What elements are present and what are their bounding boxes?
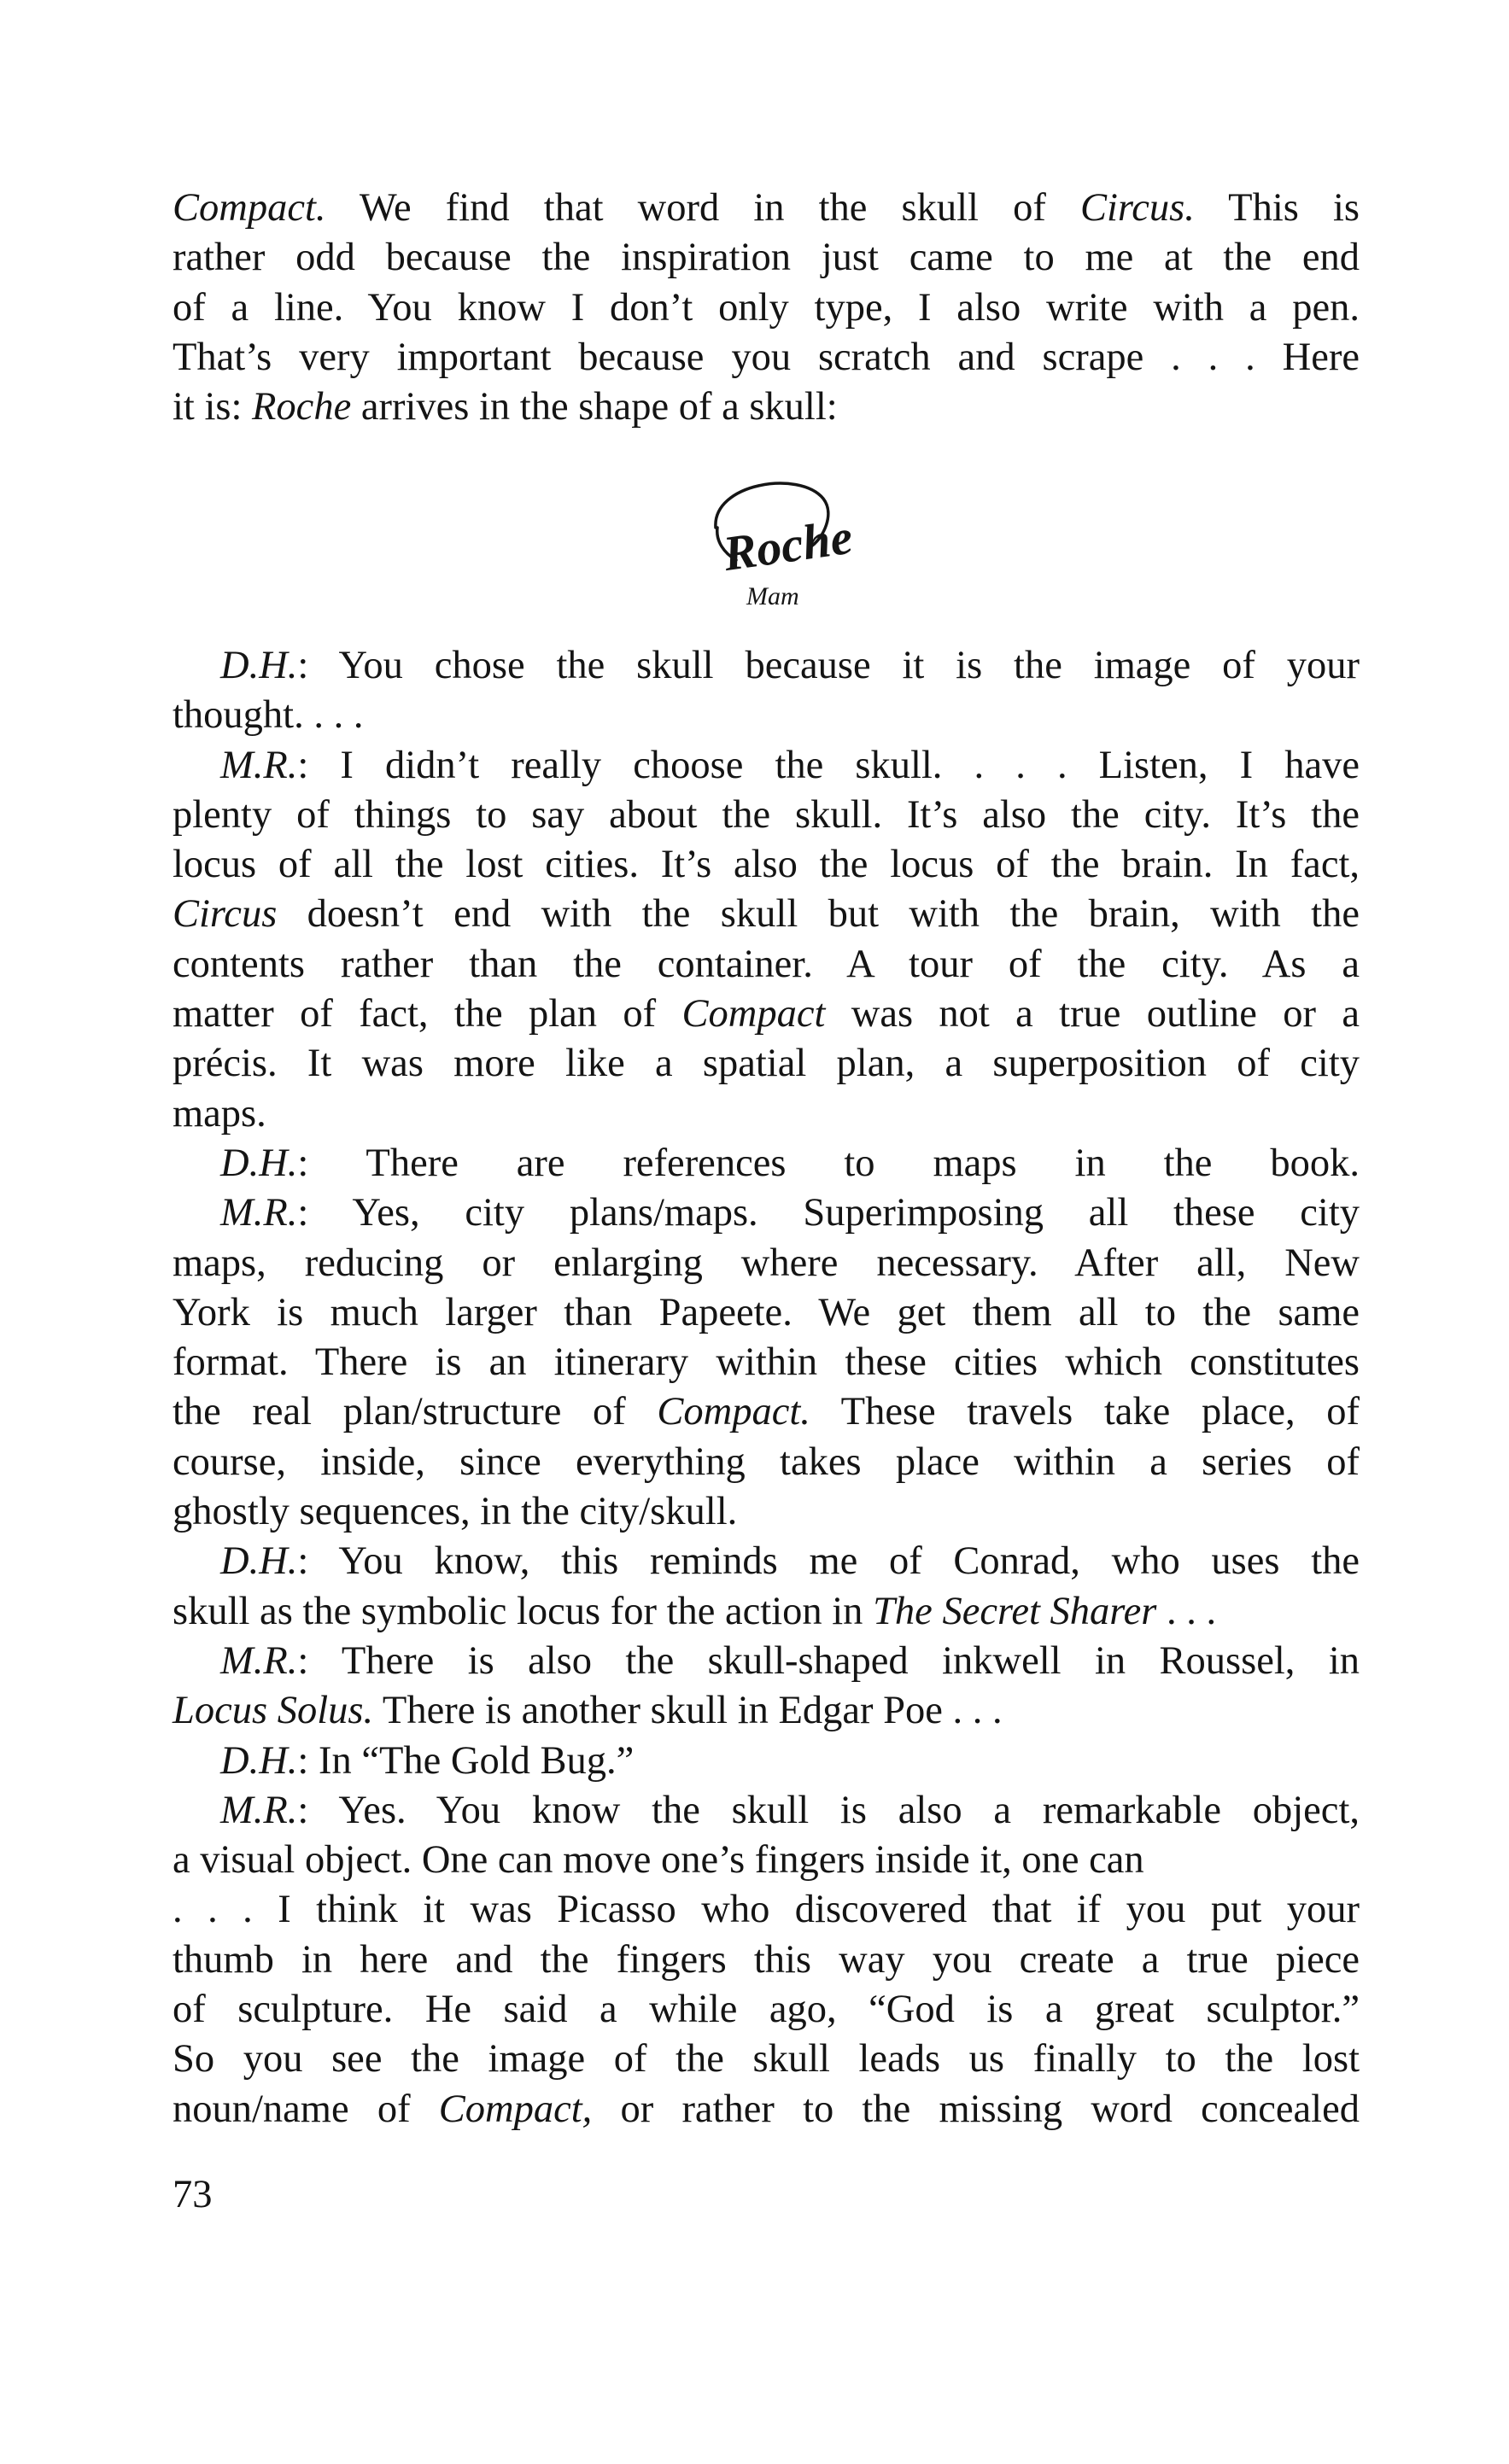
italic-phrase: Compact, bbox=[438, 2087, 593, 2131]
text-run: maps. bbox=[173, 1091, 266, 1136]
italic-phrase: M.R. bbox=[220, 1788, 298, 1832]
italic-phrase: D.H. bbox=[220, 1141, 298, 1185]
speaker-line bbox=[173, 1537, 1360, 1586]
text-line bbox=[173, 791, 1360, 840]
italic-phrase: Circus. bbox=[1079, 186, 1195, 230]
figure-caption-main: Roche bbox=[720, 508, 851, 582]
italic-phrase: Compact. bbox=[173, 186, 326, 230]
text-run: : In “The Gold Bug.” bbox=[297, 1738, 635, 1783]
italic-phrase: Circus bbox=[173, 892, 278, 937]
text-run: : There is also the skull-shaped inkwell in Roussel, in bbox=[297, 1638, 1360, 1683]
text-run: : There are references to maps in the book. bbox=[297, 1141, 1360, 1185]
figure-caption-sub: Mam bbox=[746, 582, 799, 610]
text-run: of sculpture. He said a while ago, “God is a great sculptor.” bbox=[173, 1988, 1360, 2032]
italic-phrase: Compact. bbox=[657, 1390, 810, 1434]
text-line bbox=[173, 1039, 1360, 1089]
text-line bbox=[173, 890, 1360, 939]
speaker-line bbox=[173, 1188, 1360, 1238]
text-line bbox=[173, 1239, 1360, 1288]
text-run: was not a true outline or a bbox=[825, 992, 1360, 1036]
text-run: : Yes, city plans/maps. Superimposing all these city bbox=[297, 1191, 1360, 1235]
text-run: : I didn’t really choose the skull. . . . Listen, I have bbox=[297, 743, 1360, 787]
text-run: skull as the symbolic locus for the action in bbox=[173, 1589, 874, 1633]
text-run: ghostly sequences, in the city/skull. bbox=[173, 1490, 738, 1534]
text-run: maps, reducing or enlarging where necessary. After all, New bbox=[173, 1241, 1360, 1285]
text-run: plenty of things to say about the skull. It’s also the city. It’s the bbox=[173, 792, 1360, 837]
text-run: York is much larger than Papeete. We get them all to the same bbox=[173, 1290, 1360, 1334]
speaker-line bbox=[173, 1737, 1360, 1786]
text-run: thumb in here and the fingers this way you create a true piece bbox=[173, 1937, 1360, 1982]
text-run: it is: bbox=[173, 385, 253, 429]
text-run: a visual object. One can move one’s fingers inside it, one can bbox=[173, 1838, 1144, 1883]
text-run: matter of fact, the plan of bbox=[173, 992, 682, 1036]
italic-phrase: M.R. bbox=[220, 1638, 298, 1683]
italic-phrase: D.H. bbox=[220, 1738, 298, 1783]
italic-phrase: M.R. bbox=[220, 1191, 298, 1235]
text-run: This is bbox=[1194, 186, 1360, 230]
text-run: locus of all the lost cities. It’s also the locus of the brain. In fact, bbox=[173, 843, 1360, 887]
italic-phrase: M.R. bbox=[220, 743, 298, 787]
text-run: rather odd because the inspiration just came to me at the end bbox=[173, 236, 1360, 280]
text-line bbox=[173, 1885, 1360, 1935]
italic-phrase: Locus Solus. bbox=[173, 1689, 374, 1733]
text-run: We find that word in the skull of bbox=[325, 186, 1080, 230]
text-line bbox=[173, 691, 1360, 740]
text-line bbox=[173, 1387, 1360, 1437]
text-run: There is another skull in Edgar Poe . . . bbox=[373, 1689, 1003, 1733]
skull-drawing bbox=[699, 468, 851, 620]
text-line bbox=[173, 233, 1360, 283]
text-run: arrives in the shape of a skull: bbox=[351, 385, 838, 429]
text-run: thought. . . . bbox=[173, 693, 364, 738]
italic-phrase: The Secret Sharer bbox=[873, 1589, 1157, 1633]
text-line bbox=[173, 1836, 1360, 1885]
text-line bbox=[173, 1338, 1360, 1387]
text-line bbox=[173, 840, 1360, 890]
text-line bbox=[173, 1438, 1360, 1487]
text-run: format. There is an itinerary within these cities which constitutes bbox=[173, 1340, 1360, 1385]
text-run: or rather to the missing word concealed bbox=[592, 2087, 1360, 2131]
speaker-line bbox=[173, 1786, 1360, 1836]
text-run: noun/name of bbox=[173, 2087, 439, 2131]
speaker-line bbox=[173, 1139, 1360, 1188]
text-line bbox=[173, 283, 1360, 333]
text-run: : Yes. You know the skull is also a remarkable object, bbox=[297, 1788, 1360, 1832]
text-line bbox=[173, 2035, 1360, 2084]
text-run: précis. It was more like a spatial plan, a superposition of city bbox=[173, 1042, 1360, 1086]
text-line bbox=[173, 1288, 1360, 1338]
page-number: 73 bbox=[173, 2173, 213, 2216]
text-line bbox=[173, 1936, 1360, 1985]
text-run: : You chose the skull because it is the image of your bbox=[297, 644, 1360, 687]
text-run: : You know, this reminds me of Conrad, who uses the bbox=[297, 1539, 1360, 1584]
speaker-line bbox=[173, 641, 1360, 691]
italic-phrase: Compact bbox=[681, 992, 826, 1036]
text-run: . . . I think it was Picasso who discovered that if you put your bbox=[173, 1888, 1360, 1932]
interview-transcript bbox=[173, 641, 1360, 2134]
text-line bbox=[173, 1487, 1360, 1537]
text-run: These travels take place, of bbox=[810, 1390, 1360, 1434]
text-run: contents rather than the container. A tour of the city. As a bbox=[173, 942, 1360, 986]
paragraph-opening bbox=[173, 184, 1360, 432]
text-line bbox=[173, 184, 1360, 233]
text-run: doesn’t end with the skull but with the brain, with the bbox=[277, 892, 1360, 937]
text-run: . . . bbox=[1156, 1589, 1217, 1633]
text-run: of a line. You know I don’t only type, I also write with a pen. bbox=[173, 285, 1360, 330]
text-run: the real plan/structure of bbox=[173, 1390, 658, 1434]
text-line bbox=[173, 382, 1360, 432]
text-run: course, inside, since everything takes place within a series of bbox=[173, 1439, 1360, 1484]
text-line bbox=[173, 2085, 1360, 2134]
italic-phrase: D.H. bbox=[220, 1539, 298, 1584]
text-line bbox=[173, 333, 1360, 382]
text-line bbox=[173, 990, 1360, 1039]
italic-phrase: D.H. bbox=[220, 644, 298, 687]
text-line bbox=[173, 1089, 1360, 1139]
text-run: That’s very important because you scratch and scrape . . . Here bbox=[173, 335, 1360, 379]
italic-phrase: Roche bbox=[252, 385, 352, 429]
text-line bbox=[173, 1686, 1360, 1736]
speaker-line bbox=[173, 1637, 1360, 1686]
text-line bbox=[173, 940, 1360, 990]
text-line bbox=[173, 1587, 1360, 1637]
speaker-line bbox=[173, 741, 1360, 791]
text-line bbox=[173, 1985, 1360, 2035]
text-run: So you see the image of the skull leads us finally to the lost bbox=[173, 2037, 1360, 2082]
